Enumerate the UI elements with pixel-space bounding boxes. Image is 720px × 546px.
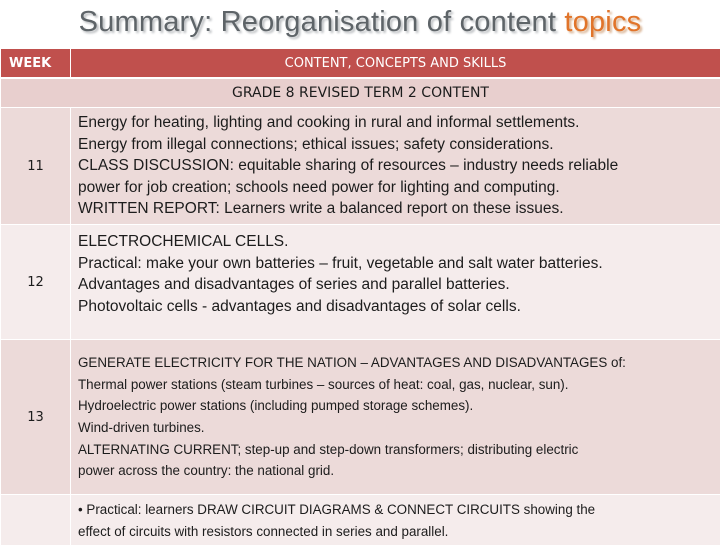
content-cell: [71, 340, 720, 495]
title-text: Summary: Reorganisation of content: [79, 6, 565, 38]
table-row: [1, 225, 720, 340]
table-header-row: [1, 49, 720, 79]
content-line: Photovoltaic cells - advantages and disadvantages of solar cells.: [78, 296, 714, 318]
content-cell: [71, 108, 720, 225]
content-line: power across the country: the national grid.: [78, 460, 714, 482]
content-line: Advantages and disadvantages of series and parallel batteries.: [78, 274, 714, 296]
content-line: Hydroelectric power stations (including pumped storage schemes).: [78, 395, 714, 417]
content-cell: [71, 495, 720, 546]
title-text-highlight: topics: [564, 6, 641, 38]
content-table: [0, 48, 720, 546]
grade-row: [1, 78, 720, 108]
slide-title: [0, 6, 720, 39]
table-row: [1, 340, 720, 495]
content-line: Wind-driven turbines.: [78, 417, 714, 439]
table-row: [1, 495, 720, 546]
content-line: CLASS DISCUSSION: equitable sharing of resources – industry needs reliable: [78, 155, 714, 177]
week-number: 11: [1, 108, 71, 225]
week-column-header: WEEK: [1, 49, 71, 79]
content-line: effect of circuits with resistors connected in series and parallel.: [78, 521, 714, 543]
week-number: 13: [1, 340, 71, 495]
content-line: Thermal power stations (steam turbines – sources of heat: coal, gas, nuclear, sun).: [78, 374, 714, 396]
content-line: ELECTROCHEMICAL CELLS.: [78, 231, 714, 253]
content-line: Energy for heating, lighting and cooking in rural and informal settlements.: [78, 112, 714, 134]
content-line: WRITTEN REPORT: Learners write a balanced report on these issues.: [78, 198, 714, 220]
content-line: Practical: make your own batteries – fruit, vegetable and salt water batteries.: [78, 253, 714, 275]
content-cell: [71, 225, 720, 340]
grade-label: GRADE 8 REVISED TERM 2 CONTENT: [1, 78, 720, 108]
content-line: • Practical: learners DRAW CIRCUIT DIAGRAMS & CONNECT CIRCUITS showing the: [78, 499, 714, 521]
content-line: power for job creation; schools need power for lighting and computing.: [78, 177, 714, 199]
content-line: ALTERNATING CURRENT; step-up and step-down transformers; distributing electric: [78, 439, 714, 461]
content-line: GENERATE ELECTRICITY FOR THE NATION – ADVANTAGES AND DISADVANTAGES of:: [78, 352, 714, 374]
table-row: [1, 108, 720, 225]
week-number: 12: [1, 225, 71, 340]
content-line: Energy from illegal connections; ethical issues; safety considerations.: [78, 134, 714, 156]
week-number: [1, 495, 71, 546]
content-column-header: CONTENT, CONCEPTS AND SKILLS: [71, 49, 720, 79]
